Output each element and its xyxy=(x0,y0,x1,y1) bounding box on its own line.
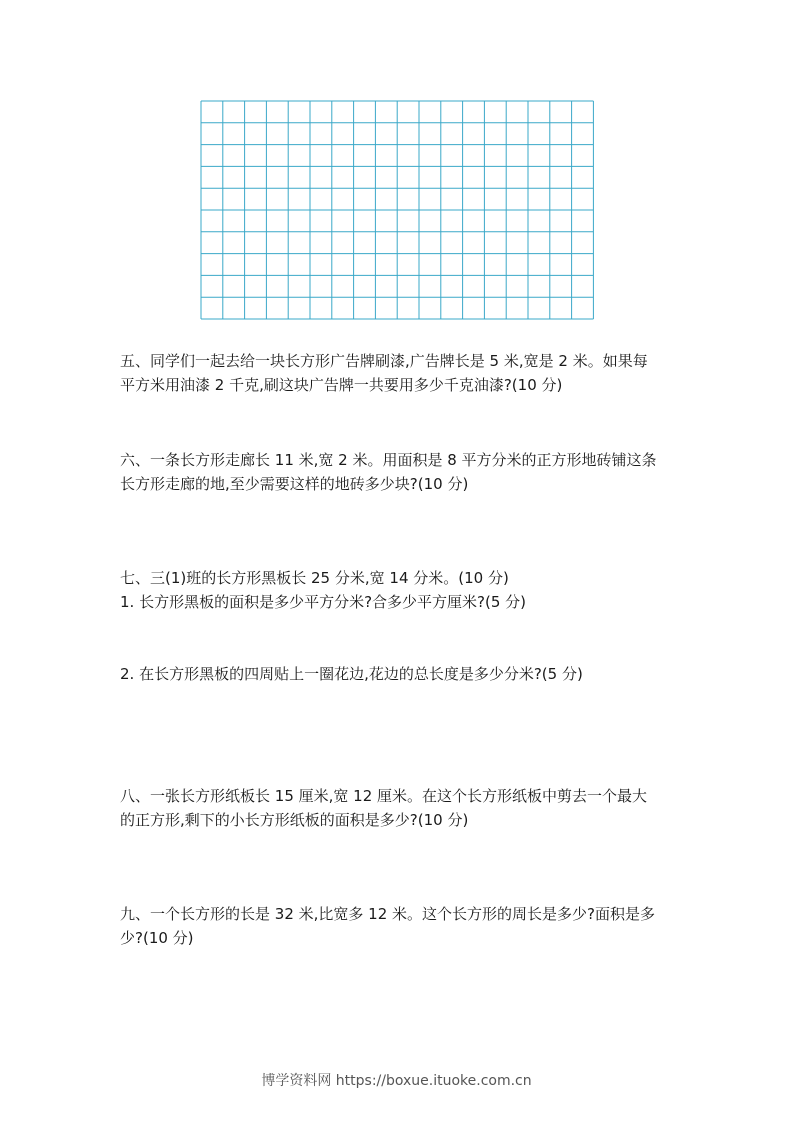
grid-lines xyxy=(200,100,594,320)
answer-grid xyxy=(200,100,594,324)
question-8-line-2: 的正方形,剩下的小长方形纸板的面积是多少?(10 分) xyxy=(120,811,469,829)
footer-watermark: 博学资料网 https://boxue.ituoke.com.cn xyxy=(261,1073,532,1089)
question-9-line-2: 少?(10 分) xyxy=(120,929,194,947)
question-7-sub-1: 1. 长方形黑板的面积是多少平方分米?合多少平方厘米?(5 分) xyxy=(120,593,527,611)
question-5 xyxy=(120,349,680,397)
question-6-line-1: 六、一条长方形走廊长 11 米,宽 2 米。用面积是 8 平方分米的正方形地砖铺这条 xyxy=(120,451,657,469)
question-7-part-2 xyxy=(120,662,680,686)
question-5-line-1: 五、同学们一起去给一块长方形广告牌刷漆,广告牌长是 5 米,宽是 2 米。如果每 xyxy=(120,352,648,370)
question-9-line-1: 九、一个长方形的长是 32 米,比宽多 12 米。这个长方形的周长是多少?面积是多 xyxy=(120,905,655,923)
question-7-sub-2: 2. 在长方形黑板的四周贴上一圈花边,花边的总长度是多少分米?(5 分) xyxy=(120,665,583,683)
question-9 xyxy=(120,902,680,950)
question-6 xyxy=(120,448,680,496)
question-5-line-2: 平方米用油漆 2 千克,刷这块广告牌一共要用多少千克油漆?(10 分) xyxy=(120,376,563,394)
question-7 xyxy=(120,566,680,614)
question-8 xyxy=(120,784,680,832)
question-6-line-2: 长方形走廊的地,至少需要这样的地砖多少块?(10 分) xyxy=(120,475,469,493)
question-8-line-1: 八、一张长方形纸板长 15 厘米,宽 12 厘米。在这个长方形纸板中剪去一个最大 xyxy=(120,787,648,805)
question-7-line-1: 七、三(1)班的长方形黑板长 25 分米,宽 14 分米。(10 分) xyxy=(120,569,509,587)
